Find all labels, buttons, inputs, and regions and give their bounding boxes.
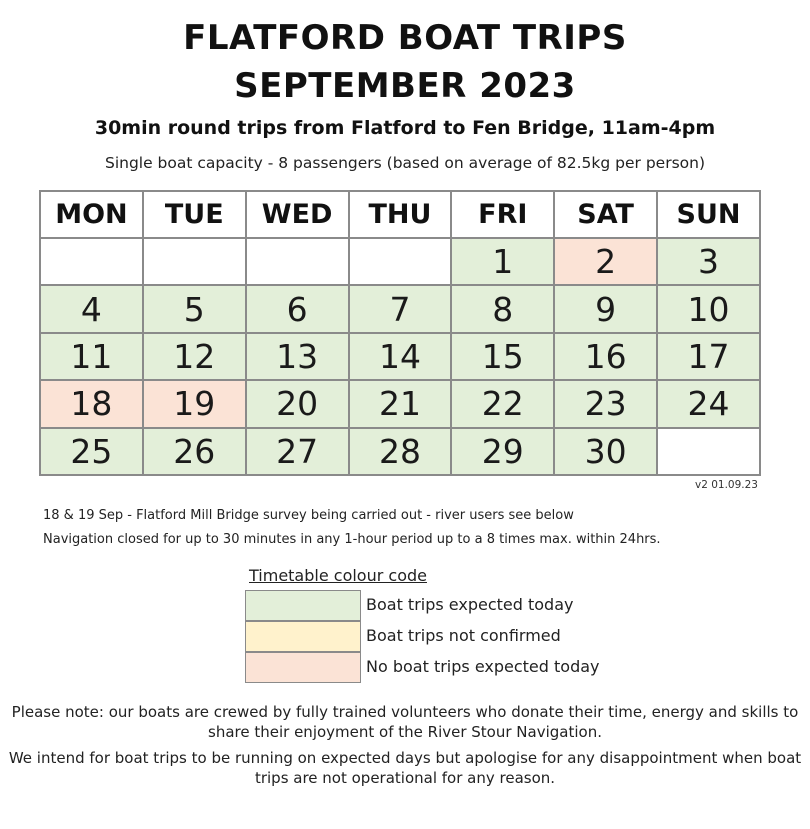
calendar-day-cell: 29 [451, 428, 554, 475]
legend-label: Boat trips expected today [366, 595, 574, 614]
calendar-week-row [40, 428, 760, 475]
volunteer-note: Please note: our boats are crewed by fully trained volunteers who donate their time, energy and skills to share their enjoyment of the River Stour Navigation. [11, 703, 799, 741]
calendar-day-cell: 5 [143, 285, 246, 332]
calendar-body [40, 238, 760, 475]
calendar-day-cell: 11 [40, 333, 143, 380]
day-header: MON [40, 191, 143, 238]
calendar-day-cell: 2 [554, 238, 657, 285]
day-header: TUE [143, 191, 246, 238]
survey-note: 18 & 19 Sep - Flatford Mill Bridge survey being carried out - river users see below [43, 508, 574, 523]
calendar-day-cell: 1 [451, 238, 554, 285]
calendar-day-cell: 8 [451, 285, 554, 332]
calendar-day-cell: 16 [554, 333, 657, 380]
trip-subtitle: 30min round trips from Flatford to Fen Bridge, 11am-4pm [94, 117, 716, 139]
calendar-day-cell: 4 [40, 285, 143, 332]
apology-note: We intend for boat trips to be running on expected days but apologise for any disappointment when boat trips are not operational for any reason. [8, 749, 802, 787]
calendar-day-cell: 12 [143, 333, 246, 380]
calendar-day-cell: 17 [657, 333, 760, 380]
calendar-day-cell: 20 [246, 380, 349, 427]
legend-label: Boat trips not confirmed [366, 626, 561, 645]
calendar-day-cell: 14 [349, 333, 452, 380]
calendar-day-cell: 27 [246, 428, 349, 475]
version-label: v2 01.09.23 [695, 479, 758, 491]
calendar-day-cell: 9 [554, 285, 657, 332]
navigation-note: Navigation closed for up to 30 minutes in any 1-hour period up to a 8 times max. within 24hrs. [43, 532, 661, 547]
calendar-week-row [40, 333, 760, 380]
calendar-day-cell: 26 [143, 428, 246, 475]
day-header: THU [349, 191, 452, 238]
calendar-empty-cell [657, 428, 760, 475]
legend-swatch [245, 590, 361, 621]
calendar-day-cell: 15 [451, 333, 554, 380]
day-header: SUN [657, 191, 760, 238]
calendar-day-cell: 7 [349, 285, 452, 332]
legend-label: No boat trips expected today [366, 657, 600, 676]
legend-swatch [245, 621, 361, 652]
calendar-week-row [40, 238, 760, 285]
calendar-day-cell: 22 [451, 380, 554, 427]
page-title: FLATFORD BOAT TRIPS [183, 18, 627, 58]
calendar-table [39, 190, 761, 476]
calendar-day-cell: 30 [554, 428, 657, 475]
calendar-week-row [40, 380, 760, 427]
calendar-header-row [40, 191, 760, 238]
calendar-empty-cell [349, 238, 452, 285]
calendar-day-cell: 13 [246, 333, 349, 380]
calendar-week-row [40, 285, 760, 332]
calendar-day-cell: 3 [657, 238, 760, 285]
calendar-day-cell: 23 [554, 380, 657, 427]
calendar-empty-cell [246, 238, 349, 285]
calendar-day-cell: 28 [349, 428, 452, 475]
calendar-day-cell: 24 [657, 380, 760, 427]
legend-swatch [245, 652, 361, 683]
day-header: SAT [554, 191, 657, 238]
calendar-day-cell: 10 [657, 285, 760, 332]
page-title-month: SEPTEMBER 2023 [234, 66, 576, 106]
calendar-day-cell: 25 [40, 428, 143, 475]
legend-title: Timetable colour code [249, 566, 427, 585]
calendar-day-cell: 21 [349, 380, 452, 427]
day-header: FRI [451, 191, 554, 238]
calendar-day-cell: 18 [40, 380, 143, 427]
calendar-empty-cell [40, 238, 143, 285]
calendar-day-cell: 6 [246, 285, 349, 332]
day-header: WED [246, 191, 349, 238]
capacity-info: Single boat capacity - 8 passengers (based on average of 82.5kg per person) [104, 154, 706, 172]
calendar-empty-cell [143, 238, 246, 285]
calendar-day-cell: 19 [143, 380, 246, 427]
